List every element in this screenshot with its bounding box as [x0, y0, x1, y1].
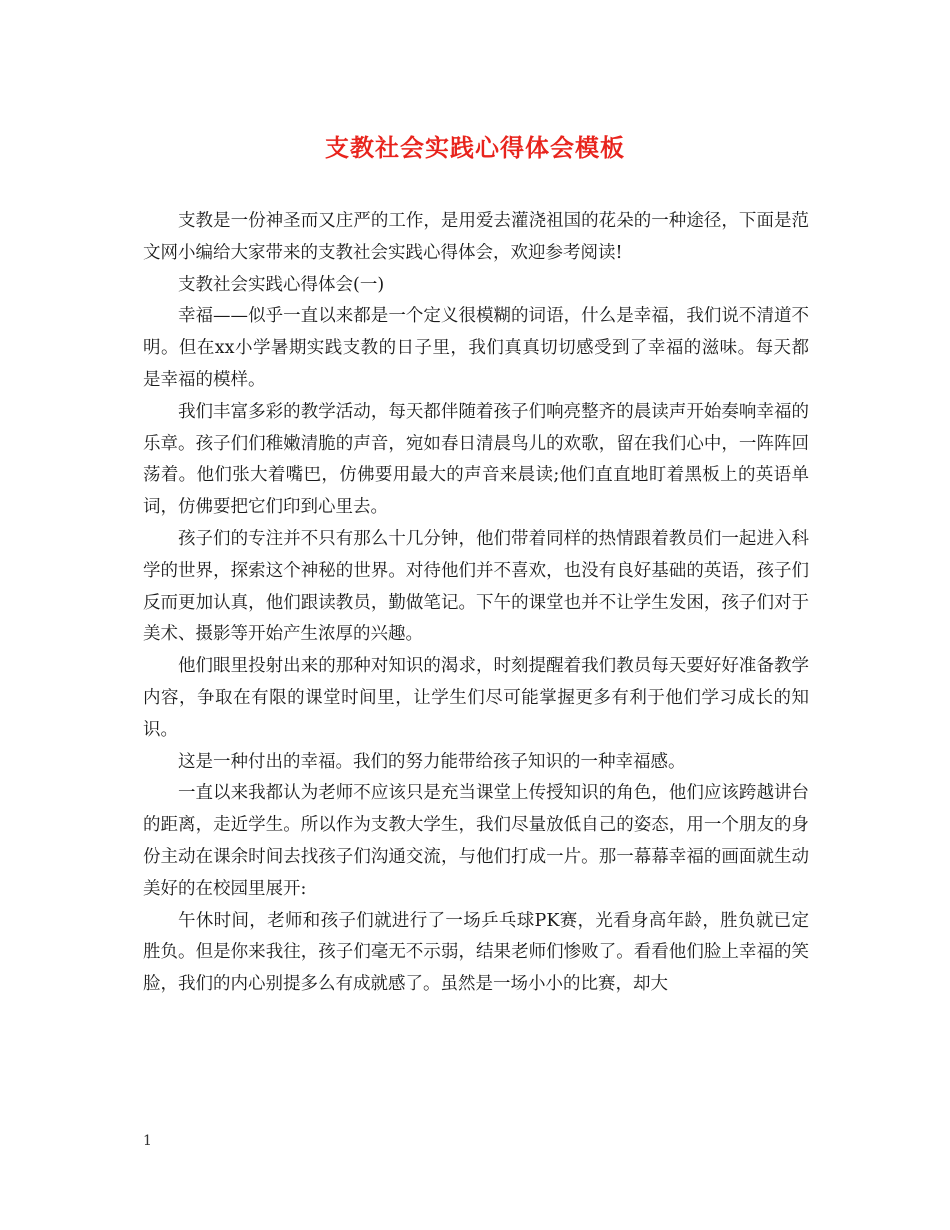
body-paragraph: 孩子们的专注并不只有那么十几分钟，他们带着同样的热情跟着教员们一起进入科学的世界，探索这个神秘的世界。对待他们并不喜欢，也没有良好基础的英语，孩子们反而更加认真，他们跟读教员，勤做笔记。下午的课堂也并不让学生发困，孩子们对于美术、摄影等开始产生浓厚的兴趣。	[143, 528, 809, 645]
body-paragraph: 幸福——似乎一直以来都是一个定义很模糊的词语，什么是幸福，我们说不清道不明。但在xx小学暑期实践支教的日子里，我们真真切切感受到了幸福的滋味。每天都是幸福的模样。	[143, 306, 809, 390]
body-paragraph: 一直以来我都认为老师不应该只是充当课堂上传授知识的角色，他们应该跨越讲台的距离，走近学生。所以作为支教大学生，我们尽量放低自己的姿态，用一个朋友的身份主动在课余时间去找孩子们沟通交流，与他们打成一片。那一幕幕幸福的画面就生动美好的在校园里展开:	[143, 783, 809, 899]
body-paragraph: 我们丰富多彩的教学活动，每天都伴随着孩子们响亮整齐的晨读声开始奏响幸福的乐章。孩子们们稚嫩清脆的声音，宛如春日清晨鸟儿的欢歌，留在我们心中，一阵阵回荡着。他们张大着嘴巴，仿佛要用最大的声音来晨读;他们直直地盯着黑板上的英语单词，仿佛要把它们印到心里去。	[143, 401, 809, 518]
body-paragraph: 他们眼里投射出来的那种对知识的渴求，时刻提醒着我们教员每天要好好准备教学内容，争取在有限的课堂时间里，让学生们尽可能掌握更多有利于他们学习成长的知识。	[143, 656, 809, 740]
body-paragraph: 午休时间，老师和孩子们就进行了一场乒乓球PK赛，光看身高年龄，胜负就已定胜负。但是你来我往，孩子们毫无不示弱，结果老师们惨败了。看看他们脸上幸福的笑脸，我们的内心别提多么有成就感了。虽然是一场小小的比赛，却大	[143, 910, 809, 995]
body-paragraph: 这是一种付出的幸福。我们的努力能带给孩子知识的一种幸福感。	[178, 751, 686, 772]
document-body	[143, 206, 809, 1001]
intro-paragraph: 支教是一份神圣而又庄严的工作，是用爱去灌浇祖国的花朵的一种途径，下面是范文网小编给大家带来的支教社会实践心得体会，欢迎参考阅读!	[143, 211, 809, 263]
page-number: 1	[143, 1133, 152, 1149]
section-heading: 支教社会实践心得体会(一)	[178, 274, 385, 295]
document-title: 支教社会实践心得体会模板	[325, 133, 625, 162]
